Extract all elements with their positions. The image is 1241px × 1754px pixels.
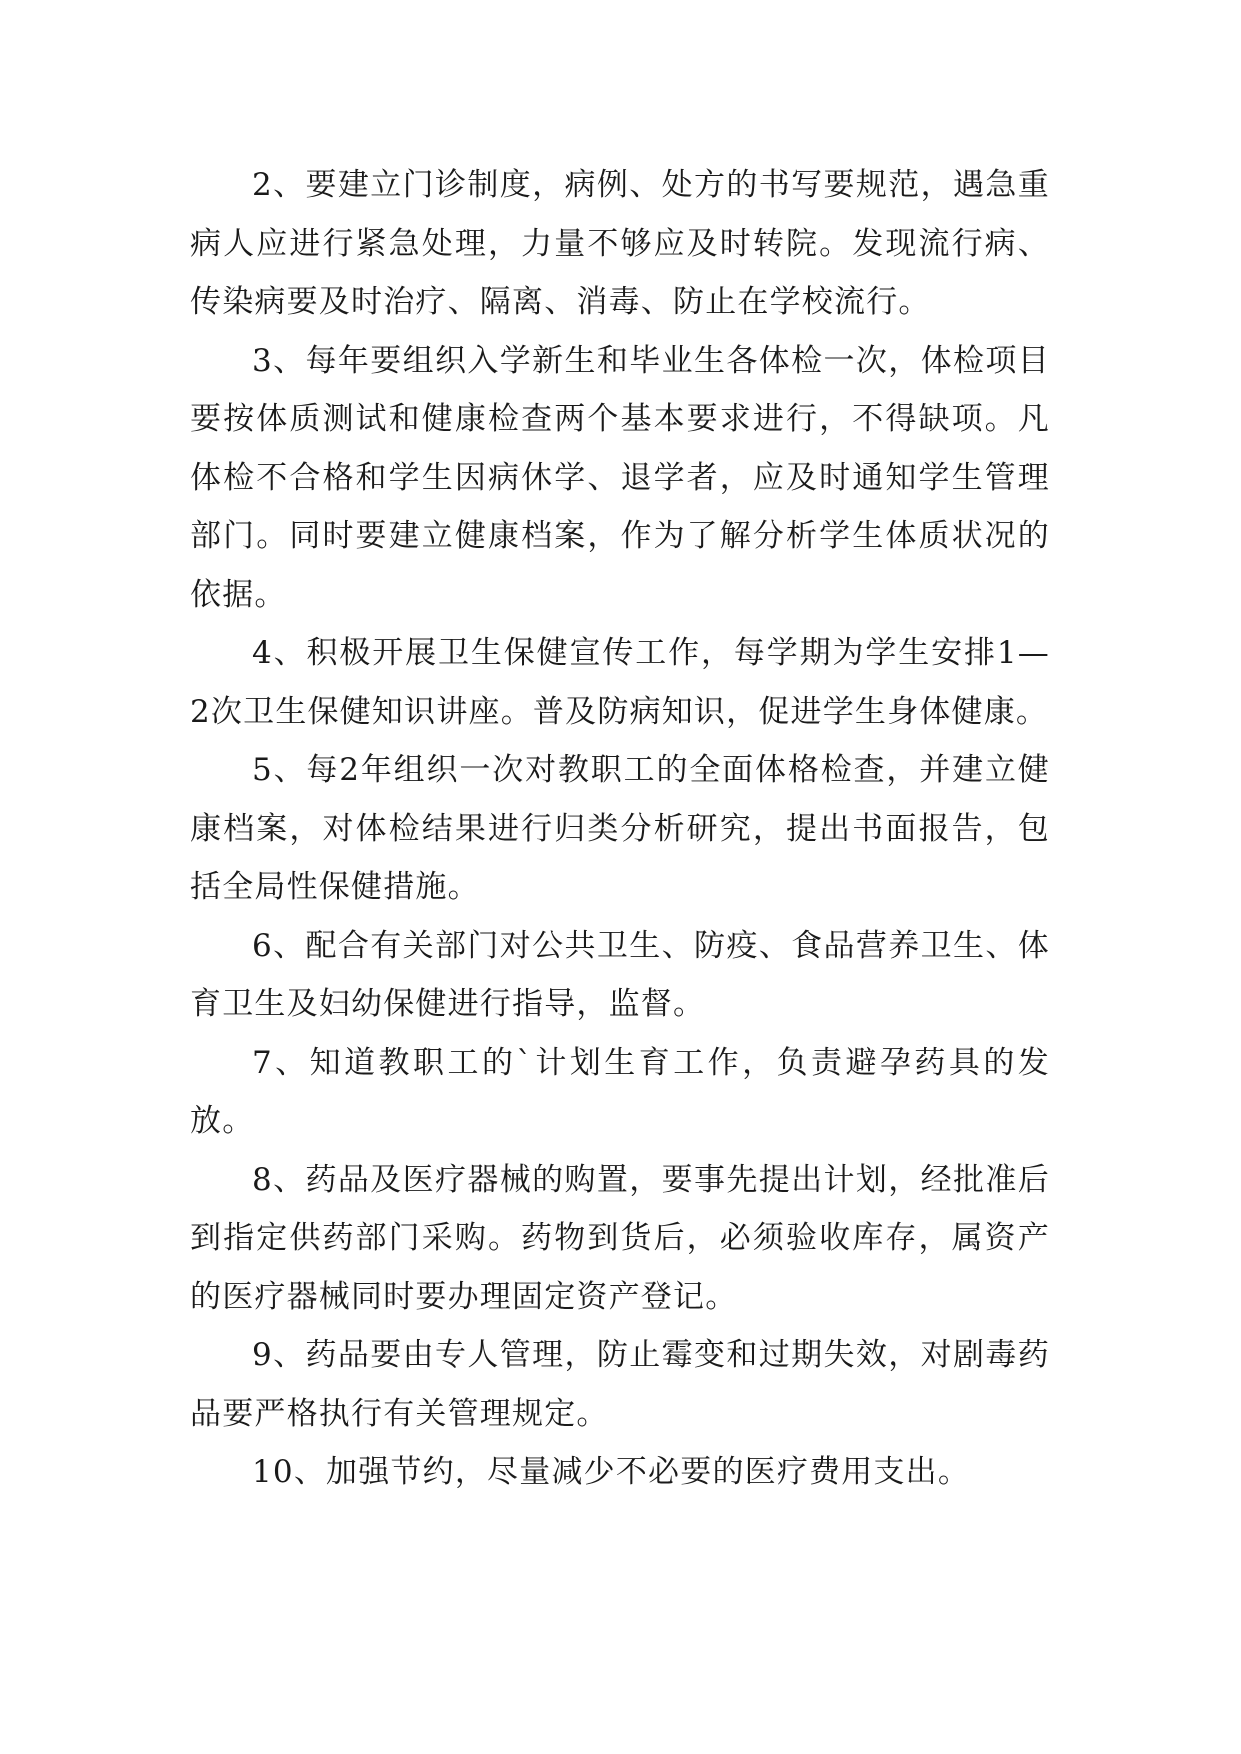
- paragraph-item-2: 2、要建立门诊制度，病例、处方的书写要规范，遇急重病人应进行紧急处理，力量不够应及时转院。发现流行病、传染病要及时治疗、隔离、消毒、防止在学校流行。: [190, 167, 1050, 320]
- paragraph-item-7: 7、知道教职工的`计划生育工作，负责避孕药具的发放。: [190, 1044, 1050, 1139]
- paragraph-item-4: 4、积极开展卫生保健宣传工作，每学期为学生安排1—2次卫生保健知识讲座。普及防病知识，促进学生身体健康。: [190, 635, 1050, 730]
- paragraph-item-5: 5、每2年组织一次对教职工的全面体格检查，并建立健康档案，对体检结果进行归类分析研究，提出书面报告，包括全局性保健措施。: [190, 752, 1050, 905]
- paragraph-item-10: 10、加强节约，尽量减少不必要的医疗费用支出。: [252, 1454, 971, 1490]
- paragraph-item-9: 9、药品要由专人管理，防止霉变和过期失效，对剧毒药品要严格执行有关管理规定。: [190, 1337, 1050, 1432]
- paragraph-item-3: 3、每年要组织入学新生和毕业生各体检一次，体检项目要按体质测试和健康检查两个基本要求进行，不得缺项。凡体检不合格和学生因病休学、退学者，应及时通知学生管理部门。同时要建立健康档案，作为了解分析学生体质状况的依据。: [190, 342, 1050, 613]
- paragraph-item-6: 6、配合有关部门对公共卫生、防疫、食品营养卫生、体育卫生及妇幼保健进行指导，监督。: [190, 927, 1050, 1022]
- document-body: [190, 156, 1050, 1502]
- paragraph-item-8: 8、药品及医疗器械的购置，要事先提出计划，经批准后到指定供药部门采购。药物到货后，必须验收库存，属资产的医疗器械同时要办理固定资产登记。: [190, 1161, 1050, 1315]
